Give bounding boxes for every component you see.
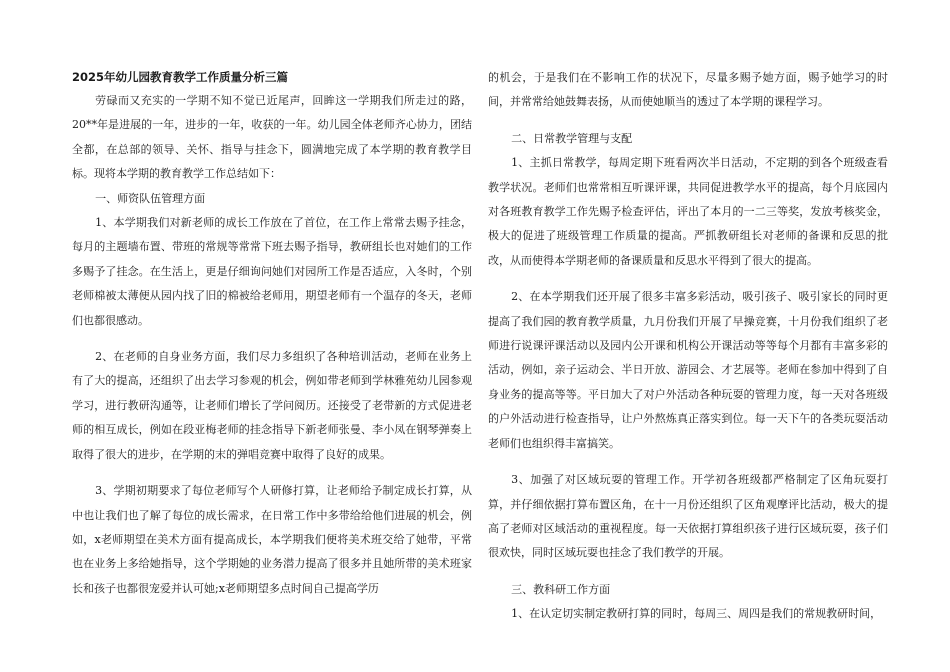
- paragraph: 1、本学期我们对新老师的成长工作放在了首位，在工作上常常去赐予挂念，每月的主题墙布置、带班的常规等常常下班去赐予指导，教研组长也对她们的工作多赐予了挂念。在生活上，更是仔细询问她们对园所工作是否适应，入冬时，个别老师棉被太薄便从园内找了旧的棉被给老师用，期望老师有一个温存的冬天，老师们也都很感动。: [72, 216, 472, 327]
- section-heading: 三、教科研工作方面: [511, 582, 611, 596]
- paragraph: 劳碌而又充实的一学期不知不觉已近尾声，回眸这一学期我们所走过的路，20**年是进展的一年，进步的一年，收获的一年。幼儿园全体老师齐心协力，团结全都，在总部的领导、关怀、指导与挂念下，圆满地完成了本学期的教育教学目标。现将本学期的教育教学工作总结如下：: [72, 94, 472, 181]
- paragraph: 的机会，于是我们在不影响工作的状况下，尽量多赐予她方面，赐予她学习的时间，并常常给她鼓舞表扬，从而使她顺当的透过了本学期的课程学习。: [488, 71, 888, 109]
- section-heading: 二、日常教学管理与支配: [511, 131, 633, 145]
- right-column: [488, 66, 888, 627]
- paragraph: 2、在老师的自身业务方面，我们尽力多组织了各种培训活动，老师在业务上有了大的提高，还组织了出去学习参观的机会，例如带老师到学林雅苑幼儿园参观学习，进行教研沟通等，让老师们增长了学问阅历。还接受了老带新的方式促进老师的相互成长，例如在段亚梅老师的挂念指导下新老师张曼、李小凤在钢琴弹奏上取得了很大的进步，在学期的末的弹唱竞赛中取得了良好的成果。: [72, 350, 472, 461]
- paragraph: 3、加强了对区域玩耍的管理工作。开学初各班级都严格制定了区角玩耍打算，并仔细依据打算布置区角，在十一月份还组织了区角观摩评比活动，极大的提高了老师对区域活动的重视程度。每一天依据打算组织孩子进行区域玩耍，孩子们很欢快，同时区域玩耍也挂念了我们教学的开展。: [488, 473, 888, 560]
- paragraph: 1、在认定切实制定教研打算的同时，每周三、周四是我们的常规教研时间，: [511, 607, 882, 621]
- left-column: [72, 66, 472, 601]
- paragraph: 2、在本学期我们还开展了很多丰富多彩活动，吸引孩子、吸引家长的同时更提高了我们园的教育教学质量，九月份我们开展了早操竞赛，十月份我们组织了老师进行说课评课活动以及园内公开课和机构公开课活动等等每个月都有丰富多彩的活动，例如，亲子运动会、半日开放、游园会、才艺展等。老师在参加中得到了自身业务的提高等等。平日加大了对户外活动各种玩耍的管理力度，每一天对各班级的户外活动进行检查指导，让户外熬炼真正落实到位。每一天下午的各类玩耍活动老师们也组织得丰富搞笑。: [488, 290, 888, 450]
- document-title: 2025年幼儿园教育教学工作质量分析三篇: [72, 70, 289, 84]
- paragraph: 3、学期初期要求了每位老师写个人研修打算，让老师给予制定成长打算，从中也让我们也了解了每位的成长需求，在日常工作中多带给给他们进展的机会，例如，x老师期望在美术方面有提高成长，本学期我们便将美术班交给了她带，平常也在业务上多给她指导，这个学期她的业务潜力提高了很多并且她所带的美术班家长和孩子也都很宠爱并认可她;x老师期望多点时间自己提高学历: [72, 484, 472, 595]
- section-heading: 一、师资队伍管理方面: [95, 191, 206, 205]
- paragraph: 1、主抓日常教学，每周定期下班看两次半日活动，不定期的到各个班级查看教学状况。老师们也常常相互听课评课，共同促进教学水平的提高，每个月底园内对各班教育教学工作先赐予检查评估，评出了本月的一二三等奖，发放考核奖金，极大的促进了班级管理工作质量的提高。严抓教研组长对老师的备课和反思的批改，从而使得本学期老师的备课质量和反思水平得到了很大的提高。: [488, 156, 888, 267]
